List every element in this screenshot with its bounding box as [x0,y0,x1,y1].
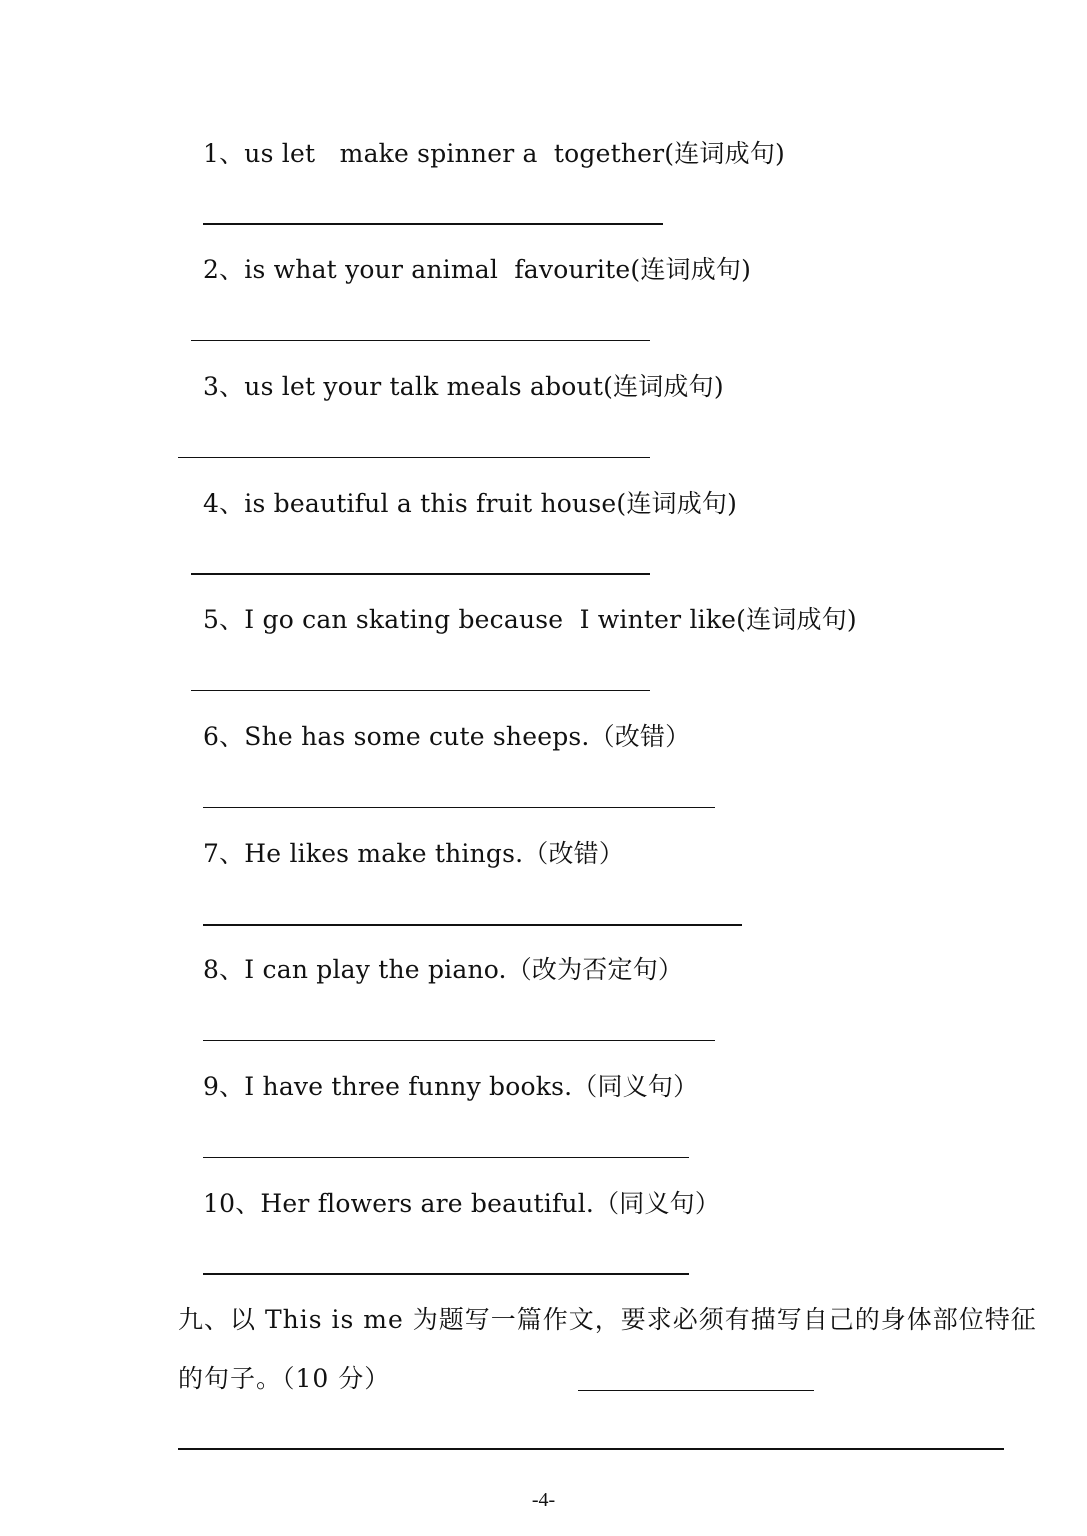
question-7: 7、He likes make things.（改错） [203,839,625,868]
question-9: 9、I have three funny books.（同义句） [203,1072,699,1101]
question-8: 8、I can play the piano.（改为否定句） [203,955,684,984]
answer-line-9[interactable] [203,1157,689,1158]
page-number: -4- [531,1489,556,1511]
question-1: 1、us let make spinner a together(连词成句) [203,139,785,168]
answer-line-2[interactable] [191,340,650,341]
question-2: 2、is what your animal favourite(连词成句) [203,255,752,284]
answer-line-4[interactable] [191,573,650,575]
section-nine-prompt-line-1: 九、以 This is me 为题写一篇作文，要求必须有描写自己的身体部位特征 [178,1305,1037,1334]
answer-line-7[interactable] [203,924,742,926]
answer-line-1[interactable] [203,223,663,225]
question-10: 10、Her flowers are beautiful.（同义句） [203,1189,721,1218]
question-5: 5、I go can skating because I winter like(连词成句) [203,605,857,634]
answer-line-10[interactable] [203,1273,689,1275]
composition-writing-line-short[interactable] [578,1390,814,1391]
composition-writing-line[interactable] [178,1448,1004,1450]
answer-line-6[interactable] [203,807,715,808]
question-3: 3、us let your talk meals about(连词成句) [203,372,724,401]
section-nine-prompt-line-2: 的句子。（10 分） [178,1364,391,1393]
question-6: 6、She has some cute sheeps.（改错） [203,722,691,751]
answer-line-3[interactable] [178,457,650,458]
question-4: 4、is beautiful a this fruit house(连词成句) [203,489,738,518]
answer-line-8[interactable] [203,1040,715,1041]
answer-line-5[interactable] [191,690,650,691]
